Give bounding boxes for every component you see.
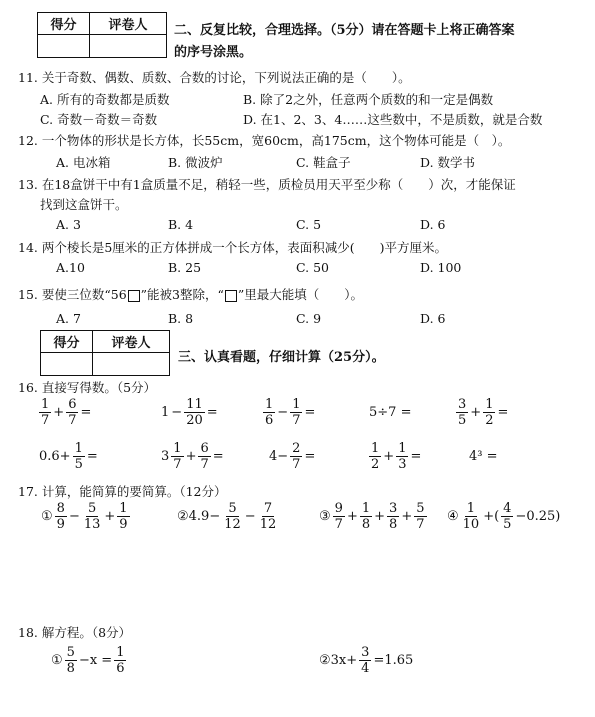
fraction-numerator: 1 (361, 501, 371, 516)
q11-option-c[interactable]: C. 奇数－奇数＝奇数 (40, 112, 158, 127)
fraction-numerator: 3 (389, 501, 398, 516)
fraction-denominator: 6 (116, 661, 125, 676)
fraction (39, 398, 51, 427)
fraction (82, 502, 103, 531)
section-2-title-line2: 的序号涂黑。 (174, 45, 253, 60)
q13-option-d[interactable]: D. 6 (420, 217, 446, 232)
q16-item-9 (368, 442, 422, 471)
math-term: + (185, 449, 197, 464)
fraction-numerator: 1 (116, 645, 125, 660)
q14-option-c[interactable]: C. 50 (296, 260, 329, 275)
fraction-numerator: 1 (292, 397, 301, 412)
q16-item-4 (368, 405, 412, 420)
math-term: −x = (78, 653, 113, 668)
math-term: =1.65 (373, 653, 414, 668)
fraction-numerator: 1 (398, 441, 407, 456)
fraction (198, 442, 210, 471)
q15-option-d[interactable]: D. 6 (420, 311, 446, 326)
q12-option-d[interactable]: D. 数学书 (420, 155, 476, 170)
blank-box-icon (225, 290, 237, 302)
grader-label: 评卷人 (89, 13, 166, 35)
math-term: − (68, 509, 80, 524)
fraction-numerator: 5 (66, 645, 75, 660)
q17-item-4 (446, 502, 561, 531)
q15-option-b[interactable]: B. 8 (168, 311, 194, 326)
math-term: = (212, 449, 224, 464)
fraction (55, 502, 67, 531)
fraction (360, 502, 372, 531)
math-term: = (304, 405, 316, 420)
math-term: + (104, 509, 116, 524)
q17-item-3 (318, 502, 428, 531)
fraction (359, 646, 371, 675)
q16-title: 16. 直接写得数。（5分） (18, 380, 157, 395)
fraction (414, 502, 426, 531)
math-term: 1 (161, 405, 170, 420)
math-term: + (374, 509, 386, 524)
q15-option-a[interactable]: A. 7 (56, 311, 81, 326)
fraction-denominator: 8 (66, 661, 75, 676)
q14-option-d[interactable]: D. 100 (420, 260, 462, 275)
fraction-numerator: 1 (265, 397, 274, 412)
q13-option-a[interactable]: A. 3 (56, 217, 81, 232)
math-term: 4³ = (469, 449, 498, 464)
fraction-denominator: 7 (334, 517, 343, 532)
fraction-denominator: 12 (259, 517, 277, 532)
fraction-denominator: 7 (292, 413, 301, 428)
q12-stem: 12. 一个物体的形状是长方体，长55cm，宽60cm，高175cm，这个物体可能是（ ）。 (18, 133, 511, 148)
fraction-denominator: 7 (173, 457, 182, 472)
fraction-denominator: 12 (224, 517, 241, 532)
fraction (461, 502, 482, 531)
fraction-numerator: 4 (503, 501, 512, 516)
fraction-numerator: 1 (485, 397, 494, 412)
math-term: 4− (269, 449, 289, 464)
fraction-denominator: 2 (485, 413, 494, 428)
math-term: − (244, 509, 256, 524)
score-cell[interactable] (38, 35, 90, 58)
math-term: 5÷7 = (369, 405, 412, 420)
fraction (501, 502, 513, 531)
fraction-numerator: 11 (186, 397, 203, 412)
math-term: 3 (161, 449, 170, 464)
fraction (456, 398, 468, 427)
fraction (222, 502, 243, 531)
section-3-title: 三、认真看题，仔细计算（25分）。 (178, 350, 385, 365)
fraction-denominator: 20 (186, 413, 203, 428)
q16-item-3 (262, 398, 316, 427)
fraction-denominator: 3 (398, 457, 407, 472)
fraction-denominator: 5 (503, 517, 512, 532)
fraction-denominator: 7 (292, 457, 301, 472)
score-label: 得分 (41, 331, 93, 353)
fraction-numerator: 5 (228, 501, 237, 516)
fraction-denominator: 7 (200, 457, 209, 472)
math-term: ① (51, 653, 63, 668)
fraction-numerator: 6 (200, 441, 209, 456)
math-term: − (171, 405, 183, 420)
q14-option-b[interactable]: B. 25 (168, 260, 202, 275)
fraction-numerator: 7 (263, 501, 273, 516)
q13-stem-line1: 13. 在18盒饼干中有1盒质量不足，稍轻一些，质检员用天平至少称（ ）次，才能保证 (18, 177, 516, 192)
fraction (73, 442, 85, 471)
q13-option-c[interactable]: C. 5 (296, 217, 322, 232)
q11-stem: 11. 关于奇数、偶数、质数、合数的讨论，下列说法正确的是（ ）。 (18, 70, 411, 85)
fraction-numerator: 5 (416, 501, 425, 516)
q16-item-10 (468, 449, 499, 464)
fraction (171, 442, 183, 471)
math-term: = (304, 449, 316, 464)
q16-item-6 (38, 442, 99, 471)
fraction (263, 398, 275, 427)
math-term: ③ (319, 509, 331, 524)
blank-box-icon (128, 290, 140, 302)
q18-equation-1 (50, 646, 127, 675)
q18-equation-2 (318, 646, 414, 675)
q16-item-8 (268, 442, 316, 471)
math-term: = (206, 405, 218, 420)
q14-stem: 14. 两个棱长是5厘米的正方体拼成一个长方体，表面积减少( )平方厘米。 (18, 240, 448, 255)
math-term: = (86, 449, 98, 464)
fraction (333, 502, 345, 531)
q11-option-a[interactable]: A. 所有的奇数都是质数 (40, 92, 170, 107)
fraction (65, 646, 77, 675)
q15-option-c[interactable]: C. 9 (296, 311, 322, 326)
math-term: + (346, 509, 358, 524)
math-term: ②4.9− (177, 509, 221, 524)
math-term: + (383, 449, 395, 464)
fraction (396, 442, 408, 471)
q15-stem: 15. 要使三位数“56 ”能被3整除，“ ”里最大能填（ ）。 (18, 287, 364, 302)
math-term: = (410, 449, 422, 464)
q13-stem-line2: 找到这盒饼干。 (40, 197, 128, 212)
math-term: ②3x+ (319, 653, 358, 668)
math-term: −0.25) (515, 509, 561, 524)
fraction-numerator: 3 (361, 645, 370, 660)
math-term: ④ (447, 509, 459, 524)
q16-item-7 (160, 442, 225, 471)
math-term: = (497, 405, 509, 420)
q11-option-b[interactable]: B. 除了2之外，任意两个质数的和一定是偶数 (243, 92, 494, 107)
q17-item-2 (176, 502, 279, 531)
fraction-numerator: 1 (371, 441, 380, 456)
fraction-denominator: 10 (462, 517, 480, 532)
fraction-numerator: 1 (466, 501, 476, 516)
fraction-numerator: 3 (458, 397, 467, 412)
fraction-denominator: 8 (389, 517, 398, 532)
fraction-denominator: 5 (458, 413, 467, 428)
section-2-title-line1: 二、反复比较，合理选择。（5分）请在答题卡上将正确答案 (174, 23, 515, 38)
grader-label: 评卷人 (92, 331, 169, 353)
math-term: + (53, 405, 65, 420)
fraction (184, 398, 205, 427)
fraction-numerator: 9 (334, 501, 343, 516)
fraction-numerator: 6 (68, 397, 77, 412)
fraction (290, 442, 302, 471)
fraction-denominator: 7 (41, 413, 50, 428)
fraction-numerator: 1 (41, 397, 50, 412)
score-box-section-3 (40, 330, 170, 376)
fraction (258, 502, 279, 531)
math-term: +( (483, 509, 500, 524)
fraction-numerator: 1 (119, 501, 128, 516)
grader-cell[interactable] (89, 35, 166, 58)
q12-option-a[interactable]: A. 电冰箱 (56, 155, 111, 170)
fraction-denominator: 4 (361, 661, 370, 676)
fraction (387, 502, 399, 531)
fraction-numerator: 1 (173, 441, 182, 456)
fraction-denominator: 7 (416, 517, 425, 532)
fraction-denominator: 9 (119, 517, 128, 532)
q17-title: 17. 计算，能简算的要简算。（12分） (18, 484, 227, 499)
math-term: − (277, 405, 289, 420)
grader-cell[interactable] (92, 353, 169, 376)
q18-title: 18. 解方程。（8分） (18, 625, 132, 640)
q16-item-2 (160, 398, 219, 427)
fraction (114, 646, 126, 675)
fraction-numerator: 5 (87, 501, 97, 516)
math-term: + (470, 405, 482, 420)
fraction-numerator: 1 (74, 441, 83, 456)
fraction (66, 398, 78, 427)
q14-option-a[interactable]: A.10 (56, 260, 85, 275)
fraction (369, 442, 381, 471)
q16-item-5 (455, 398, 509, 427)
q16-item-1 (38, 398, 92, 427)
score-label: 得分 (38, 13, 90, 35)
q12-option-c[interactable]: C. 鞋盒子 (296, 155, 351, 170)
fraction-numerator: 8 (56, 501, 65, 516)
fraction-denominator: 13 (83, 517, 101, 532)
fraction (290, 398, 302, 427)
fraction-numerator: 2 (292, 441, 301, 456)
q12-option-b[interactable]: B. 微波炉 (168, 155, 223, 170)
fraction-denominator: 9 (56, 517, 65, 532)
math-term: = (80, 405, 92, 420)
score-box-section-2 (37, 12, 167, 58)
fraction (117, 502, 129, 531)
q17-item-1 (40, 502, 131, 531)
score-cell[interactable] (41, 353, 93, 376)
fraction-denominator: 5 (74, 457, 83, 472)
fraction-denominator: 7 (68, 413, 77, 428)
fraction-denominator: 2 (371, 457, 380, 472)
q11-option-d[interactable]: D. 在1、2、3、4……这些数中，不是质数，就是合数 (243, 112, 543, 127)
fraction-denominator: 6 (265, 413, 274, 428)
fraction-denominator: 8 (361, 517, 371, 532)
math-term: + (401, 509, 413, 524)
math-term: ① (41, 509, 53, 524)
fraction (483, 398, 495, 427)
math-term: 0.6+ (39, 449, 71, 464)
q13-option-b[interactable]: B. 4 (168, 217, 194, 232)
